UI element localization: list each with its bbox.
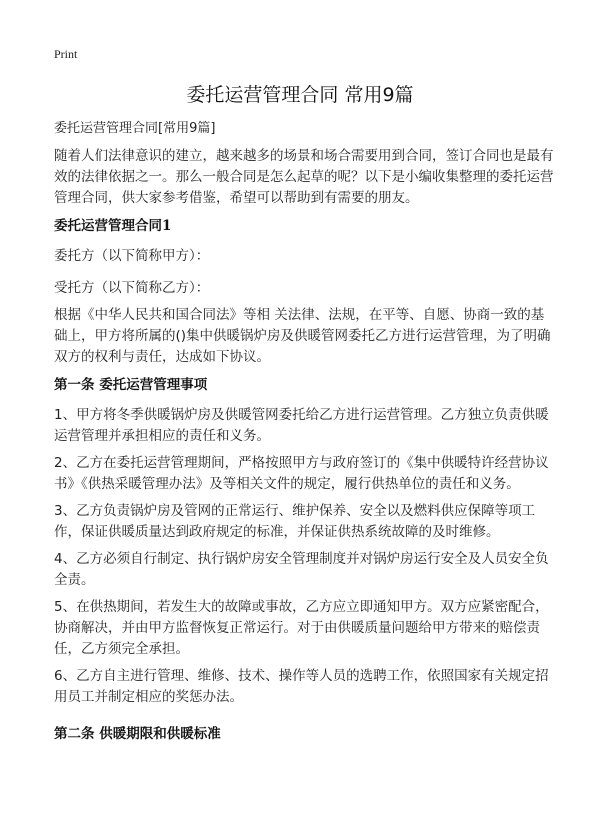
intro-paragraph: 随着人们法律意识的建立，越来越多的场景和场合需要用到合同，签订合同也是最有效的法律依据之一。那么一般合同是怎么起草的呢？以下是小编收集整理的委托运营管理合同，供大家参考借鉴，希望可以帮助到有需要的朋友。: [54, 148, 554, 206]
article-1-item-2: 2、乙方在委托运营管理期间，严格按照甲方与政府签订的《集中供暖特许经营协议书》《供热采暖管理办法》及等相关文件的规定，履行供热单位的责任和义务。: [54, 455, 549, 492]
page-title: 委托运营管理合同 常用9篇: [186, 84, 414, 106]
article-1-item-1: 1、甲方将冬季供暖锅炉房及供暖管网委托给乙方进行运营管理。乙方独立负责供暖运营管理并承担相应的责任和义务。: [54, 407, 549, 444]
article-1-heading: 第一条 委托运营管理事项: [54, 377, 208, 393]
article-1-item-3: 3、乙方负责锅炉房及管网的正常运行、维护保养、安全以及燃料供应保障等项工作，保证供暖质量达到政府规定的标准，并保证供热系统故障的及时维修。: [54, 503, 536, 540]
article-2-heading: 第二条 供暖期限和供暖标准: [54, 726, 221, 742]
document-subtitle: 委托运营管理合同[常用9篇]: [54, 121, 216, 136]
section-heading-contract-1: 委托运营管理合同1: [54, 218, 172, 234]
article-1-item-6: 6、乙方自主进行管理、维修、技术、操作等人员的选聘工作，依照国家有关规定招用员工并制定相应的奖惩办法。: [54, 668, 549, 705]
article-1-item-4: 4、乙方必须自行制定、执行锅炉房安全管理制度并对锅炉房运行安全及人员安全负全责。: [54, 551, 549, 588]
print-label: Print: [54, 47, 78, 61]
party-a-line: 委托方（以下简称甲方）：: [54, 248, 210, 264]
article-1-item-5: 5、在供热期间，若发生大的故障或事故，乙方应立即通知甲方。双方应紧密配合，协商解决，并由甲方监督恢复正常运行。对于由供暖质量问题给甲方带来的赔偿责任，乙方须完全承担。: [54, 599, 549, 657]
party-b-line: 受托方（以下简称乙方）：: [54, 280, 210, 296]
preamble-paragraph: 根据《中华人民共和国合同法》等相 关法律、法规，在平等、自愿、协商一致的基础上，甲方将所属的()集中供暖锅炉房及供暖管网委托乙方进行运营管理，为了明确双方的权利与责任，达成如下协议。: [54, 307, 551, 365]
